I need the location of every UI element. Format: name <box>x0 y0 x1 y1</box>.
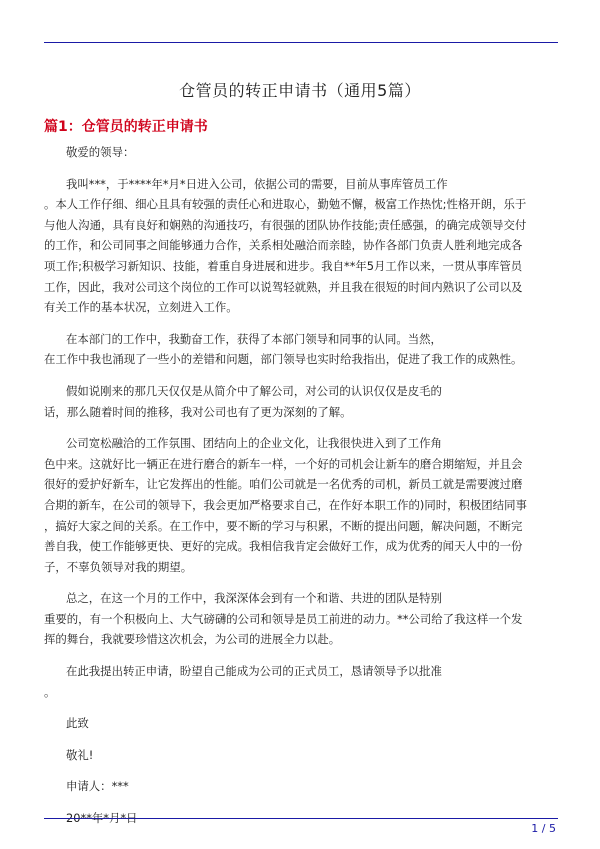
text-line: 合期的新车，在公司的领导下，我会更加严格要求自己，在作好本职工作的)同时，积极团结同事 <box>44 497 527 512</box>
text-line: 敬礼! <box>66 747 94 762</box>
text-line: 20**年*月*日 <box>66 811 138 826</box>
text-line: 公司宽松融洽的工作氛围、团结向上的企业文化，让我很快进入到了工作角 <box>66 436 442 451</box>
text-line: 与他人沟通，具有良好和娴熟的沟通技巧，有很强的团队协作技能;责任感强，的确完成领导交付 <box>44 217 527 232</box>
text-line: 申请人：*** <box>66 779 129 794</box>
page-number: 1 / 5 <box>531 822 556 835</box>
paragraph-understanding <box>44 381 558 422</box>
paragraph-salutation <box>44 142 558 163</box>
text-line: 总之，在这一个月的工作中，我深深体会到有一个和谐、共进的团队是特别 <box>66 591 442 606</box>
footer-rule <box>44 818 558 819</box>
closing-cizhi <box>44 713 558 734</box>
text-line: 此致 <box>66 716 89 731</box>
document-body <box>44 142 558 840</box>
text-line: 子，不辜负领导对我的期望。 <box>44 559 193 574</box>
text-line: 。本人工作仔细、细心且具有较强的责任心和进取心，勤勉不懈，极富工作热忱;性格开朗，乐于 <box>44 197 527 212</box>
paragraph-introduction <box>44 174 558 318</box>
text-line: 挥的舞台，我就要珍惜这次机会，为公司的进展全力以赴。 <box>44 632 341 647</box>
paragraph-department <box>44 329 558 370</box>
text-line: 的工作，和公司同事之间能够通力合作，关系相处融洽而亲睦，协作各部门负责人胜利地完成各 <box>44 238 523 253</box>
text-line: 话，那么随着时间的推移，我对公司也有了更为深刻的了解。 <box>44 404 352 419</box>
text-line: 。 <box>44 684 56 699</box>
text-line: 假如说刚来的那几天仅仅是从简介中了解公司，对公司的认识仅仅是皮毛的 <box>66 383 442 398</box>
applicant-line <box>44 776 558 797</box>
text-line: 色中来。这就好比一辆正在进行磨合的新车一样，一个好的司机会让新车的磨合期缩短，并且会 <box>44 456 523 471</box>
text-line: 在此我提出转正申请，盼望自己能成为公司的正式员工，恳请领导予以批准 <box>66 664 442 679</box>
paragraph-culture <box>44 433 558 577</box>
text-line: 有关工作的基本状况，立刻进入工作。 <box>44 300 238 315</box>
text-line: 敬爱的领导： <box>66 145 135 159</box>
text-line: 我叫***，于****年*月*日进入公司，依据公司的需要，目前从事库管员工作 <box>66 176 448 191</box>
text-line: ，搞好大家之间的关系。在工作中，要不断的学习与积累，不断的提出问题，解决问题，不断完 <box>44 518 523 533</box>
document-title: 仓管员的转正申请书（通用5篇） <box>179 81 421 100</box>
paragraph-request <box>44 661 558 702</box>
text-line: 工作，因此，我对公司这个岗位的工作可以说驾轻就熟，并且我在很短的时间内熟识了公司以及 <box>44 279 523 294</box>
text-line: 重要的，有一个积极向上、大气磅礴的公司和领导是员工前进的动力。**公司给了我这样一个发 <box>44 611 523 626</box>
text-line: 项工作;积极学习新知识、技能，着重自身进展和进步。我自**年5月工作以来，一贯从事库管员 <box>44 258 523 273</box>
text-line: 很好的爱护好新车，让它发挥出的性能。咱们公司就是一名优秀的司机，新员工就是需要渡过磨 <box>44 477 523 492</box>
closing-jingli <box>44 745 558 766</box>
text-line: 在工作中我也涌现了一些小的差错和问题，部门领导也实时给我指出，促进了我工作的成熟性。 <box>44 352 523 367</box>
paragraph-summary <box>44 588 558 650</box>
text-line: 善自我，使工作能够更快、更好的完成。我相信我肯定会做好工作，成为优秀的闻天人中的一份 <box>44 539 523 554</box>
text-line: 在本部门的工作中，我勤奋工作，获得了本部门领导和同事的认同。当然， <box>66 331 442 346</box>
section-heading: 篇1：仓管员的转正申请书 <box>44 119 208 135</box>
header-rule <box>44 42 558 43</box>
